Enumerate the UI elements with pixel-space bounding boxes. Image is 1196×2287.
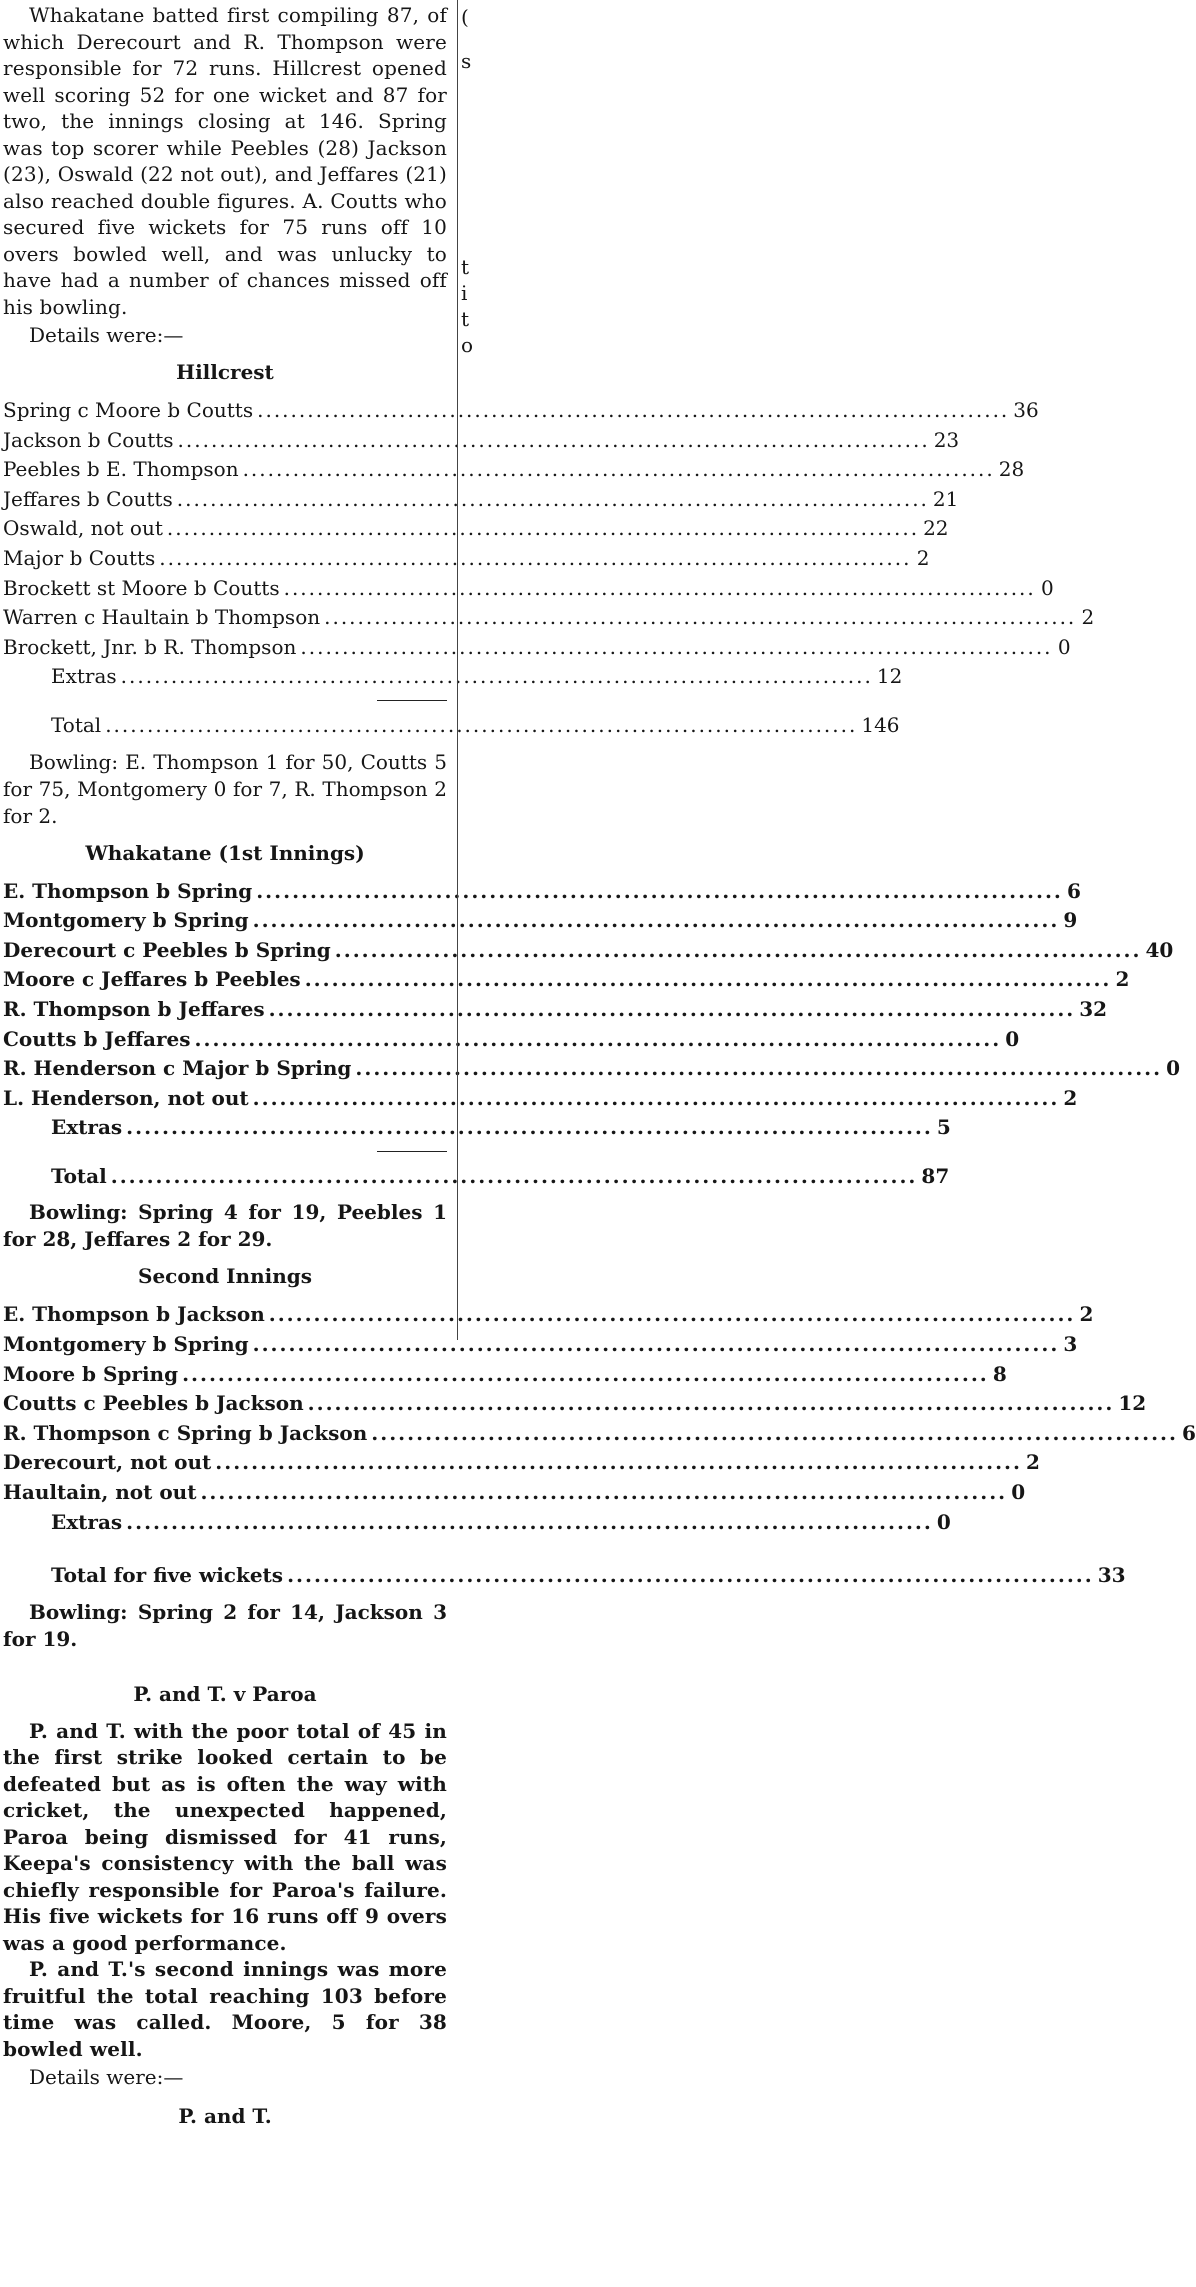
hillcrest-bowling: Bowling: E. Thompson 1 for 50, Coutts 5 for 75, Montgomery 0 for 7, R. Thompson 2 for 2. [3, 749, 447, 828]
table-row: Coutts c Peebles b Jackson ..... 12 [3, 1389, 447, 1419]
table-row: Spring c Moore b Coutts ..... 36 [3, 396, 447, 426]
total-row: Total for five wickets ..... 33 [3, 1561, 447, 1591]
extras-row: Extras ..... 5 [3, 1113, 447, 1143]
whakatane-first-bowling: Bowling: Spring 4 for 19, Peebles 1 for 28, Jeffares 2 for 29. [3, 1200, 447, 1252]
whakatane-first-heading: Whakatane (1st Innings) [85, 840, 365, 865]
table-row: R. Thompson c Spring b Jackson ..... 6 [3, 1419, 447, 1449]
whakatane-second-scorecard [3, 1300, 1196, 1590]
table-row: Haultain, not out ..... 0 [3, 1478, 447, 1508]
table-row: E. Thompson b Jackson ..... 2 [3, 1300, 447, 1330]
pt-paroa-paragraph-2: P. and T.'s second innings was more fruitful the total reaching 103 before time was called. Moore, 5 for 38 bowled well. [3, 1957, 447, 2061]
table-row: R. Henderson c Major b Spring ..... 0 [3, 1054, 447, 1084]
whakatane-first-scorecard [3, 877, 1181, 1192]
whakatane-second-bowling: Bowling: Spring 2 for 14, Jackson 3 for 19. [3, 1599, 447, 1651]
edge-glyph: t [461, 307, 470, 331]
table-row: Moore c Jeffares b Peebles ..... 2 [3, 965, 447, 995]
details-label: Details were:— [29, 323, 184, 347]
extras-row: Extras ..... 12 [3, 662, 447, 692]
table-row: Warren c Haultain b Thompson ..... 2 [3, 603, 447, 633]
pt-details-label: Details were:— [29, 2065, 184, 2090]
table-row: Derecourt, not out ..... 2 [3, 1448, 447, 1478]
table-row: Peebles b E. Thompson ..... 28 [3, 455, 447, 485]
edge-glyph: i [461, 281, 468, 305]
total-row: Total ..... 87 [3, 1162, 447, 1192]
table-row: R. Thompson b Jeffares ..... 32 [3, 995, 447, 1025]
edge-glyph: o [461, 333, 474, 357]
pt-paroa-paragraph-1: P. and T. with the poor total of 45 in the first strike looked certain to be defeated but as is often the way with cricket, the unexpected happened, Paroa being dismissed for 41 runs, Keepa's consistency with the ball was chiefly responsible for Paroa's failure. His five wickets for 16 runs off 9 overs was a good performance. [3, 1718, 447, 1955]
column-divider [457, 0, 458, 1340]
hillcrest-scorecard [3, 396, 1095, 741]
intro-paragraph: Whakatane batted first compiling 87, of which Derecourt and R. Thompson were responsible for 72 runs. Hillcrest opened well scoring 52 for one wicket and 87 for two, the innings closing at 146. Spring was top scorer while Peebles (28) Jackson (23), Oswald (22 not out), and Jeffares (21) also reached double figures. A. Coutts who secured five wickets for 75 runs off 10 overs bowled well, and was unlucky to have had a number of chances missed off his bowling. [3, 3, 447, 319]
edge-glyph: s [461, 49, 472, 73]
hillcrest-heading: Hillcrest [176, 360, 274, 384]
total-rule [377, 700, 447, 701]
table-row: Jeffares b Coutts ..... 21 [3, 485, 447, 515]
table-row: Montgomery b Spring ..... 9 [3, 906, 447, 936]
table-row: Jackson b Coutts ..... 23 [3, 426, 447, 456]
edge-glyph: ( [461, 5, 469, 29]
table-row: Coutts b Jeffares ..... 0 [3, 1025, 447, 1055]
pt-paroa-heading: P. and T. v Paroa [133, 1681, 317, 1706]
table-row: Moore b Spring ..... 8 [3, 1360, 447, 1390]
table-row: Brockett, Jnr. b R. Thompson ..... 0 [3, 633, 447, 663]
table-row: Montgomery b Spring ..... 3 [3, 1330, 447, 1360]
total-rule [377, 1151, 447, 1152]
total-row: Total ..... 146 [3, 711, 447, 741]
pt-heading: P. and T. [178, 2104, 272, 2129]
table-row: Major b Coutts ..... 2 [3, 544, 447, 574]
table-row: Oswald, not out ..... 22 [3, 514, 447, 544]
table-row: E. Thompson b Spring ..... 6 [3, 877, 447, 907]
second-innings-heading: Second Innings [138, 1264, 312, 1289]
table-row: Brockett st Moore b Coutts ..... 0 [3, 574, 447, 604]
table-row: Derecourt c Peebles b Spring ..... 40 [3, 936, 447, 966]
edge-glyph: t [461, 255, 470, 279]
extras-row: Extras ..... 0 [3, 1508, 447, 1538]
table-row: L. Henderson, not out ..... 2 [3, 1084, 447, 1114]
